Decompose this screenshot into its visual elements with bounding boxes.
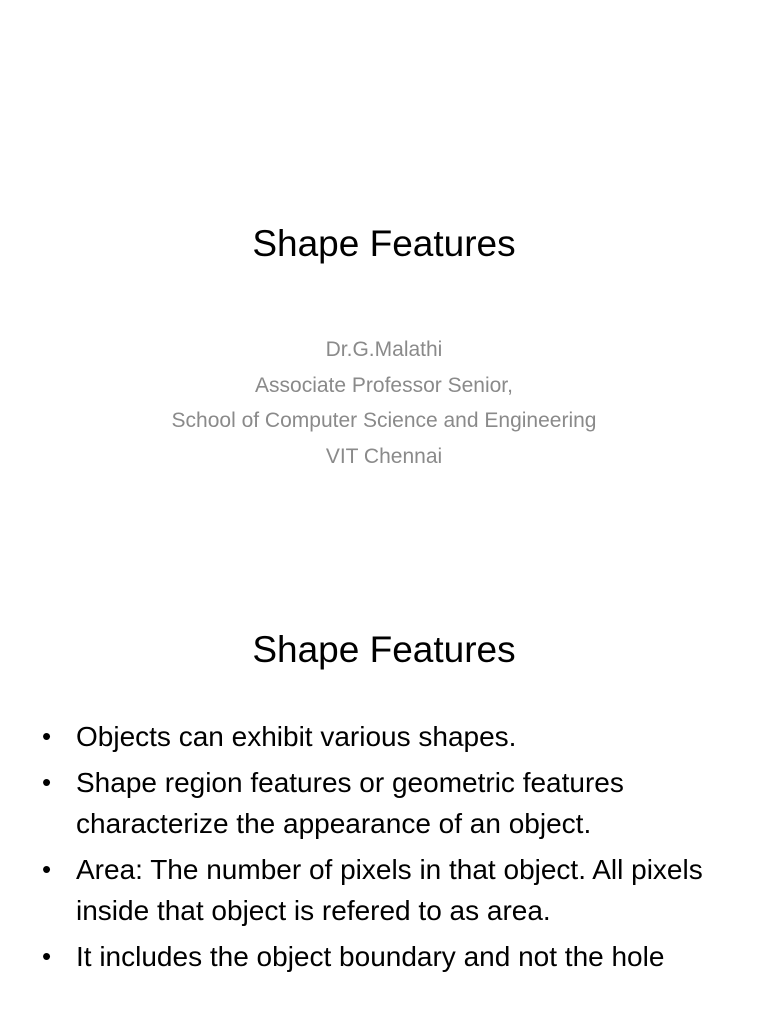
bullet-item (42, 849, 742, 931)
bullet-list (42, 716, 742, 982)
bullet-item (42, 936, 742, 977)
bullet-text: Area: The number of pixels in that object. All pixels inside that object is refered to as area. (76, 854, 703, 926)
content-slide (0, 576, 768, 1024)
author-institution: VIT Chennai (325, 444, 443, 468)
bullet-item (42, 716, 742, 757)
bullet-item (42, 762, 742, 844)
bullet-dot-icon: • (42, 767, 52, 797)
title-slide-subtitle (0, 332, 768, 474)
author-position: Associate Professor Senior, (255, 373, 513, 397)
content-slide-heading: Shape Features (252, 629, 516, 670)
bullet-text: It includes the object boundary and not the hole (76, 941, 665, 972)
bullet-text: Shape region features or geometric features characterize the appearance of an object. (76, 767, 624, 839)
bullet-dot-icon: • (42, 941, 52, 971)
title-slide-heading: Shape Features (252, 223, 516, 264)
bullet-text: Objects can exhibit various shapes. (76, 721, 517, 752)
author-department: School of Computer Science and Engineering (171, 409, 597, 432)
bullet-dot-icon: • (42, 854, 52, 884)
bullet-dot-icon: • (42, 721, 52, 751)
author-name: Dr.G.Malathi (325, 338, 443, 361)
